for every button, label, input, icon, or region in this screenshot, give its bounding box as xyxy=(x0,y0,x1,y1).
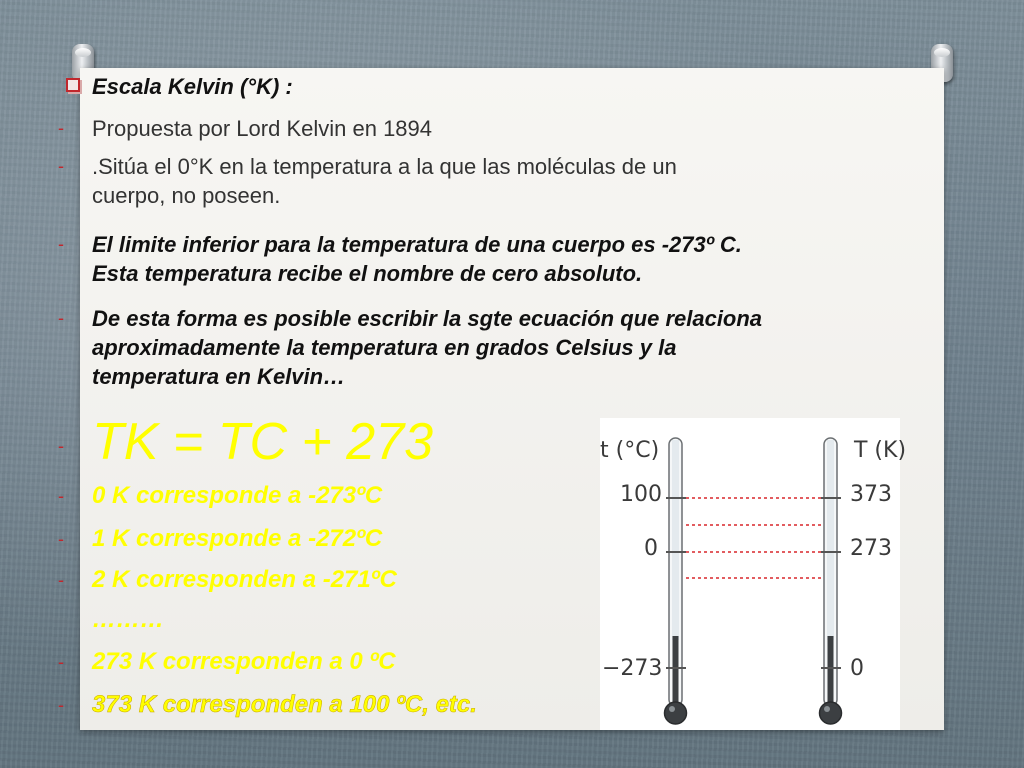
bullet-dash: - xyxy=(58,308,64,328)
example-ellipsis: ……… xyxy=(92,606,164,633)
bullet-text: El limite inferior para la temperatura de una cuerpo es -273º C. xyxy=(92,232,742,257)
celsius-value: 100 xyxy=(620,482,662,507)
bullet-text: .Sitúa el 0°K en la temperatura a la que las moléculas de un xyxy=(92,154,677,179)
example-line: 373 K corresponden a 100 ºC, etc. xyxy=(92,691,477,718)
celsius-thermometer xyxy=(665,438,687,724)
slide-heading: Escala Kelvin (°K) : xyxy=(92,74,293,99)
kelvin-axis-title: T (K) xyxy=(854,438,907,463)
bullet-dash: - xyxy=(58,436,64,456)
bullet-dash: - xyxy=(58,652,64,672)
celsius-axis-title: t (°C) xyxy=(600,438,660,463)
example-line: 1 K corresponde a -272ºC xyxy=(92,525,383,552)
kelvin-value: 273 xyxy=(850,536,892,561)
kelvin-thermometer xyxy=(820,438,842,724)
connector-lines xyxy=(686,498,821,578)
bullet-text: cuerpo, no poseen. xyxy=(92,183,281,208)
equation: TK = TC + 273 xyxy=(92,413,434,471)
bullet-text: Propuesta por Lord Kelvin en 1894 xyxy=(92,116,433,141)
kelvin-value: 373 xyxy=(850,482,892,507)
kelvin-value: 0 xyxy=(850,656,864,681)
bullet-dash: - xyxy=(58,529,64,549)
bullet-dash: - xyxy=(58,486,64,506)
celsius-value: −273 xyxy=(602,656,663,681)
celsius-value: 0 xyxy=(644,536,658,561)
bullet-text: De esta forma es posible escribir la sgte ecuación que relaciona xyxy=(92,306,763,331)
bullet-dash: - xyxy=(58,570,64,590)
example-line: 2 K corresponden a -271ºC xyxy=(92,566,397,593)
thermometers-drawing xyxy=(600,418,900,730)
bullet-text: Esta temperatura recibe el nombre de cero absoluto. xyxy=(92,261,643,286)
example-line: 273 K corresponden a 0 ºC xyxy=(92,648,396,675)
bullet-dash: - xyxy=(58,695,64,715)
bullet-text: aproximadamente la temperatura en grados Celsius y la xyxy=(92,335,677,360)
checkbox-bullet-icon xyxy=(66,78,80,92)
example-line: 0 K corresponde a -273ºC xyxy=(92,482,383,509)
bullet-dash: - xyxy=(58,118,64,138)
bullet-dash: - xyxy=(58,156,64,176)
bullet-text: temperatura en Kelvin… xyxy=(92,364,346,389)
thermometer-figure xyxy=(600,418,907,730)
bullet-dash: - xyxy=(58,234,64,254)
